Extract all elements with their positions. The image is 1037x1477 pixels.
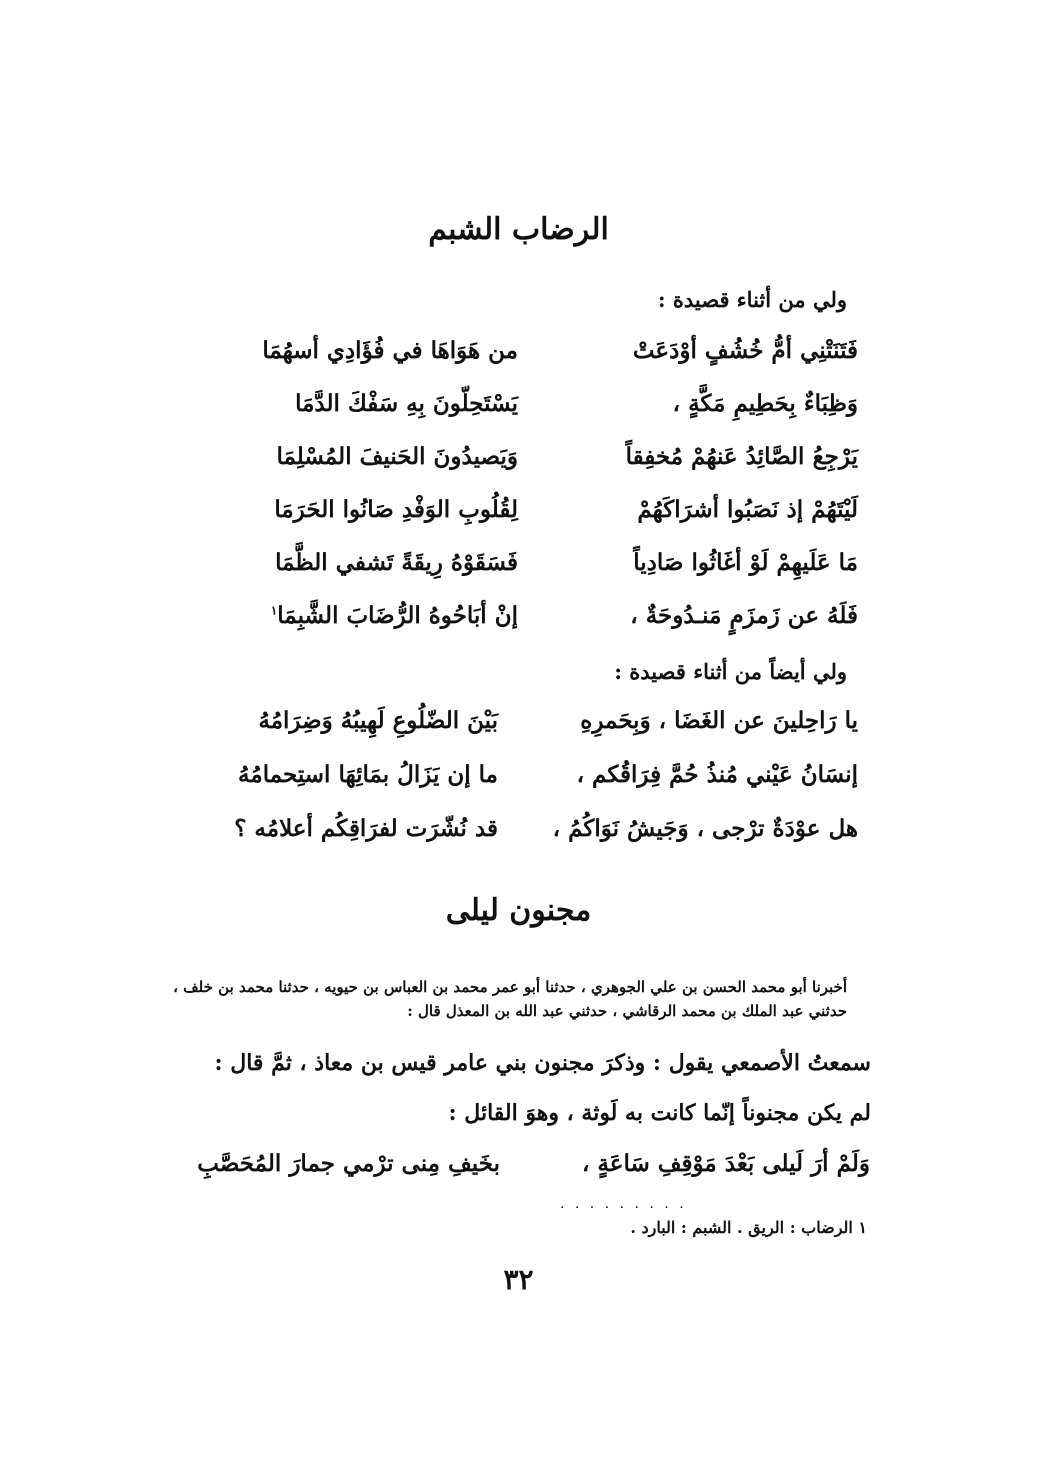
verse-line xyxy=(150,337,858,377)
verse-line xyxy=(150,707,858,747)
verse-line xyxy=(150,761,858,801)
section-title-rudab: الرضاب الشبم xyxy=(428,212,609,247)
verse-line xyxy=(150,602,858,642)
verse-second-hemistich: قد نُشّرَت لفرَاقِكُم أعلامُه ؟ xyxy=(234,815,498,842)
poem-intro-1: ولي من أثناء قصيدة : xyxy=(657,287,847,312)
verse-first-hemistich: فَتَنَتْنِي أمُّ خُشُفٍ أوْدَعَتْ xyxy=(632,337,858,364)
verse-second-hemistich: لِقُلُوبِ الوَفْدِ صَانُوا الحَرَمَا xyxy=(274,496,518,523)
verse-second-hemistich: بخَيفِ مِنى ترْمي جمارَ المُحَصَّبِ xyxy=(197,1150,500,1177)
verse-first-hemistich: إنسَانُ عَيْني مُنذُ حُمَّ فِرَاقُكم ، xyxy=(576,761,858,788)
verse-first-hemistich: وَلَمْ أرَ لَيلى بَعْدَ مَوْقِفِ سَاعَةٍ ، xyxy=(581,1150,870,1177)
prose-line: لم يكن مجنوناً إنّما كانت به لَوثة ، وهوَ القائل : xyxy=(448,1100,871,1126)
verse-second-hemistich: يَسْتَحِلّونَ بِهِ سَفْكَ الدَّمَا xyxy=(295,390,518,417)
verse-first-hemistich: هل عوْدَةٌ ترْجى ، وَجَيشُ نَوَاكُمُ ، xyxy=(552,815,858,842)
poem-intro-2: ولي أيضاً من أثناء قصيدة : xyxy=(614,659,847,684)
verse-second-hemistich: من هَوَاهَا في فُؤَادِي أسهُمَا xyxy=(262,337,518,364)
prose-line: سمعتُ الأصمعي يقول : وذكرَ مجنون بني عامر قيس بن معاذ ، ثمَّ قال : xyxy=(214,1050,871,1076)
verse-text: إنْ أبَاحُوهُ الرُّضَابَ الشَّبِمَا xyxy=(277,602,518,629)
verse-first-hemistich: لَيْتَهُمْ إذ نَصَبُوا أشرَاكَهُمْ xyxy=(637,496,858,523)
verse-first-hemistich: فَلَهُ عن زَمزَمٍ مَنـدُوحَةٌ ، xyxy=(630,602,858,629)
section-title-majnun: مجنون ليلى xyxy=(445,893,592,928)
verse-line xyxy=(150,815,858,855)
verse-first-hemistich: وَظِبَاءٌ بِحَطِيمِ مَكَّةٍ ، xyxy=(672,390,858,417)
verse-line xyxy=(150,549,858,589)
verse-second-hemistich xyxy=(271,602,518,629)
verse-first-hemistich: مَا عَلَيهِمْ لَوْ أغَاثُوا صَادِياً xyxy=(633,549,858,576)
ellipsis-dots: . . . . . . . . . xyxy=(560,1196,687,1212)
isnad-chain: أخبرنا أبو محمد الحسن بن علي الجوهري ، حدثنا أبو عمر محمد بن العباس بن حيويه ، حدثنا محمد بن خلف ، حدثني عبد الملك بن محمد الرقاشي ، حدثني عبد الله بن المعذل قال : xyxy=(173,978,847,1020)
footnote: ١ الرضاب : الريق . الشبم : البارد . xyxy=(630,1218,867,1237)
verse-second-hemistich: وَيَصيدُونَ الحَنيفَ المُسْلِمَا xyxy=(276,443,518,470)
verse-first-hemistich: يَرْجِعُ الصَّائِدُ عَنهُمْ مُخفِقاً xyxy=(625,443,858,470)
verse-line xyxy=(150,390,858,430)
verse-second-hemistich: بَيْنَ الضّلُوعِ لَهِيبُهُ وَضِرَامُهُ xyxy=(258,707,498,734)
verse-second-hemistich: ما إن يَزَالُ بمَائِهَا استِحمامُهُ xyxy=(238,761,498,788)
verse-line xyxy=(150,496,858,536)
verse-first-hemistich: يا رَاحِلينَ عن الغَضَا ، وَبِحَمرِهِ xyxy=(580,707,858,734)
page-number: ٣٢ xyxy=(503,1263,534,1296)
verse-second-hemistich: فَسَقَوْهُ رِيقَةً تَشفي الظَّمَا xyxy=(275,549,518,576)
verse-line xyxy=(150,443,858,483)
footnote-marker: ١ xyxy=(270,603,278,618)
verse-line xyxy=(140,1150,870,1190)
